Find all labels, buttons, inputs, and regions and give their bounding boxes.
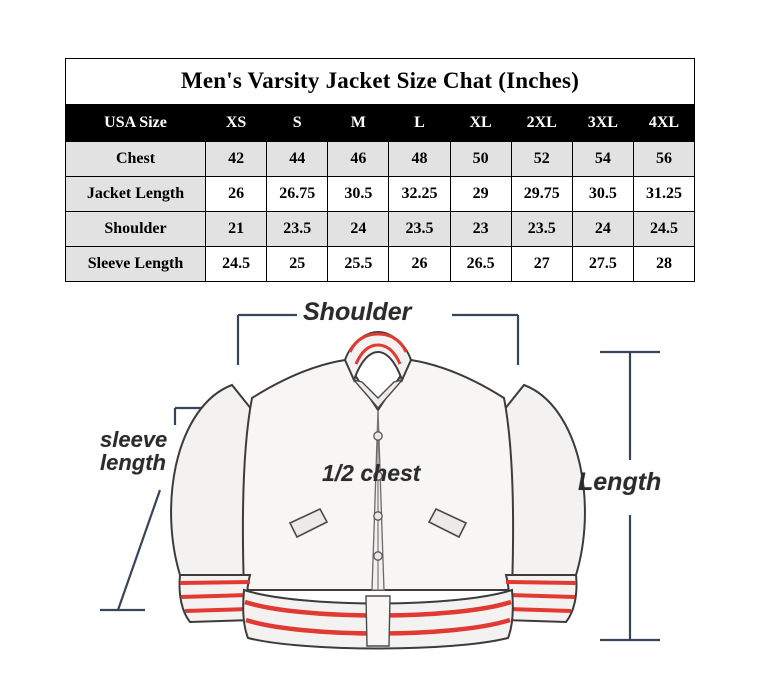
cell-sleeve-length-m: 25.5 <box>328 247 389 282</box>
cell-chest-3xl: 54 <box>572 142 633 177</box>
button <box>374 512 382 520</box>
size-chart-table <box>65 58 695 282</box>
cell-shoulder-2xl: 23.5 <box>511 212 572 247</box>
cell-chest-m: 46 <box>328 142 389 177</box>
header-cell-xs: XS <box>206 105 267 142</box>
cell-sleeve-length-s: 25 <box>267 247 328 282</box>
cell-shoulder-s: 23.5 <box>267 212 328 247</box>
cell-jacket-length-m: 30.5 <box>328 177 389 212</box>
cell-sleeve-length-4xl: 28 <box>633 247 694 282</box>
header-cell-2xl: 2XL <box>511 105 572 142</box>
header-cell-usa-size: USA Size <box>66 105 206 142</box>
jacket-measurement-diagram <box>0 290 759 687</box>
cell-jacket-length-s: 26.75 <box>267 177 328 212</box>
row-label-chest: Chest <box>66 142 206 177</box>
label-shoulder: Shoulder <box>303 298 412 326</box>
cell-chest-l: 48 <box>389 142 450 177</box>
left-cuff <box>179 575 252 622</box>
right-sleeve <box>504 385 585 575</box>
cell-chest-2xl: 52 <box>511 142 572 177</box>
row-label-jacket-length: Jacket Length <box>66 177 206 212</box>
label-sleeve-line1: sleeve <box>100 427 168 452</box>
label-half-chest: 1/2 chest <box>322 460 421 486</box>
cell-chest-s: 44 <box>267 142 328 177</box>
table-row <box>66 212 695 247</box>
label-length: Length <box>578 468 662 496</box>
cell-shoulder-xl: 23 <box>450 212 511 247</box>
collar <box>345 332 411 380</box>
chart-title: Men's Varsity Jacket Size Chat (Inches) <box>66 59 695 105</box>
button <box>374 552 382 560</box>
cell-chest-xs: 42 <box>206 142 267 177</box>
header-cell-4xl: 4XL <box>633 105 694 142</box>
table-row <box>66 142 695 177</box>
chart-title-row <box>66 59 695 105</box>
header-cell-xl: XL <box>450 105 511 142</box>
size-chart-container <box>65 58 695 282</box>
waistband <box>243 590 513 649</box>
cell-sleeve-length-3xl: 27.5 <box>572 247 633 282</box>
waistband-placket <box>366 596 390 646</box>
table-header-row <box>66 105 695 142</box>
cell-sleeve-length-2xl: 27 <box>511 247 572 282</box>
cell-jacket-length-3xl: 30.5 <box>572 177 633 212</box>
header-cell-m: M <box>328 105 389 142</box>
header-cell-3xl: 3XL <box>572 105 633 142</box>
header-cell-l: L <box>389 105 450 142</box>
cell-sleeve-length-xl: 26.5 <box>450 247 511 282</box>
cell-jacket-length-2xl: 29.75 <box>511 177 572 212</box>
cell-shoulder-xs: 21 <box>206 212 267 247</box>
label-sleeve-length <box>100 428 167 474</box>
button <box>374 432 382 440</box>
header-cell-s: S <box>267 105 328 142</box>
cell-jacket-length-l: 32.25 <box>389 177 450 212</box>
cell-shoulder-4xl: 24.5 <box>633 212 694 247</box>
cell-jacket-length-xl: 29 <box>450 177 511 212</box>
cell-sleeve-length-l: 26 <box>389 247 450 282</box>
cell-shoulder-m: 24 <box>328 212 389 247</box>
cell-jacket-length-4xl: 31.25 <box>633 177 694 212</box>
jacket-body-group <box>171 332 585 649</box>
label-sleeve-line2: length <box>100 450 166 476</box>
cell-chest-4xl: 56 <box>633 142 694 177</box>
cell-chest-xl: 50 <box>450 142 511 177</box>
cell-shoulder-3xl: 24 <box>572 212 633 247</box>
cell-jacket-length-xs: 26 <box>206 177 267 212</box>
cell-sleeve-length-xs: 24.5 <box>206 247 267 282</box>
table-row <box>66 177 695 212</box>
right-cuff <box>504 575 577 622</box>
left-sleeve <box>171 385 252 575</box>
sleeve-line-lower <box>118 490 160 610</box>
table-row <box>66 247 695 282</box>
cell-shoulder-l: 23.5 <box>389 212 450 247</box>
row-label-sleeve-length: Sleeve Length <box>66 247 206 282</box>
row-label-shoulder: Shoulder <box>66 212 206 247</box>
